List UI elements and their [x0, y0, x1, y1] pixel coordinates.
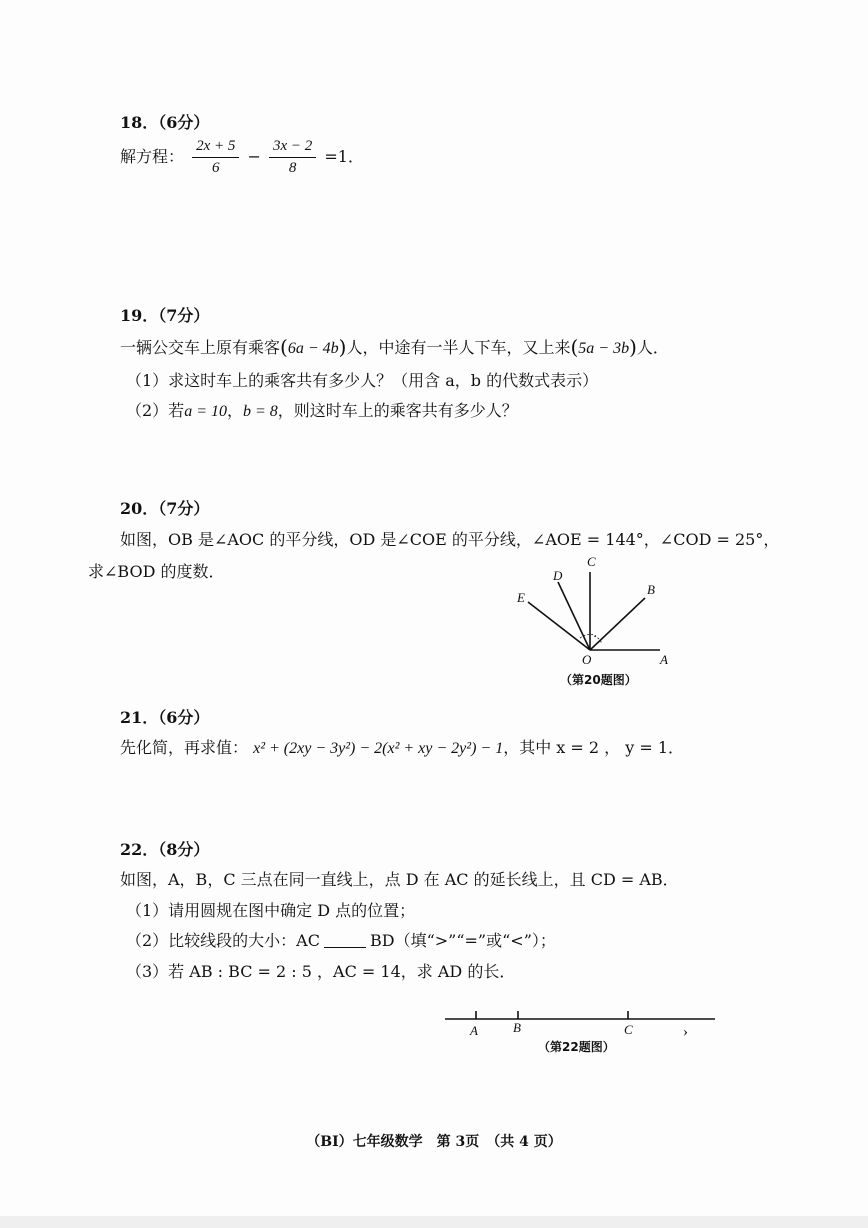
q20-figure-caption: （第20题图） [560, 673, 637, 687]
q18-fraction-2 [269, 138, 316, 177]
q19-sub1: （1）求这时车上的乘客共有多少人？（用含 a，b 的代数式表示） [126, 371, 599, 390]
label-B: B [647, 582, 655, 597]
label-point-A: A [470, 1023, 478, 1038]
label-C: C [587, 554, 596, 569]
label-point-C: C [624, 1022, 633, 1037]
q18-prompt: 解方程： [120, 147, 185, 166]
q22-heading: 22．（8分） [120, 840, 210, 859]
extension-mark: › [683, 1024, 688, 1040]
q19-sub2-b-value: b = 8 [243, 403, 278, 420]
q19-expr-1: 6a − 4b [287, 340, 339, 357]
q19-stem-part2: 人，中途有一半人下车，又上来 [346, 338, 571, 357]
label-point-B: B [513, 1020, 521, 1035]
q22-figure-caption: （第22题图） [538, 1040, 615, 1054]
q22-sub1: （1）请用圆规在图中确定 D 点的位置； [126, 901, 416, 920]
q20-heading: 20．（7分） [120, 499, 210, 518]
q22-sub2-part2: BD（填“>”“=”或“<”）； [369, 931, 556, 950]
ray-OB [590, 598, 645, 650]
ray-OE [528, 602, 590, 650]
q18-fraction-1 [192, 138, 239, 177]
label-O: O [582, 652, 592, 667]
q19-expr-2: 5a − 3b [578, 340, 630, 357]
q22-line-figure [440, 1005, 725, 1040]
q21-expression: x² + (2xy − 3y²) − 2(x² + xy − 2y²) − 1 [253, 740, 504, 757]
q18-equation [120, 138, 364, 177]
q19-stem-part1: 一辆公交车上原有乘客 [120, 338, 281, 357]
q20-line2: 求∠BOD 的度数． [88, 562, 225, 581]
label-D: D [553, 568, 563, 583]
q20-line1: 如图，OB 是∠AOC 的平分线，OD 是∠COE 的平分线，∠AOE = 144°，∠COD = 25°， [120, 530, 780, 549]
q19-sub2-part1: （2）若 [126, 401, 185, 420]
q22-answer-blank [324, 947, 366, 948]
label-E: E [517, 590, 525, 605]
q22-sub2 [126, 928, 556, 951]
q18-heading: 18．（6分） [120, 113, 210, 132]
q18-frac1-numerator: 2x + 5 [192, 138, 239, 158]
q19-sub2 [126, 398, 518, 421]
q18-frac2-numerator: 3x − 2 [269, 138, 316, 158]
q19-sub2-a-value: a = 10 [184, 403, 227, 420]
q18-frac2-denominator: 8 [288, 160, 297, 176]
q20-angle-figure [500, 550, 690, 675]
q21-tail: ，其中 x = 2 ， y = 1． [503, 738, 685, 757]
q19-heading: 19．（7分） [120, 306, 210, 325]
q21-expression-line [120, 735, 684, 758]
q18-frac1-denominator: 6 [212, 160, 220, 176]
scan-bottom-edge [0, 1216, 868, 1228]
q19-sub2-part2: ，则这时车上的乘客共有多少人？ [277, 401, 518, 420]
q22-sub2-part1: （2）比较线段的大小：AC [126, 931, 320, 950]
q22-stem: 如图，A，B，C 三点在同一直线上，点 D 在 AC 的延长线上，且 CD = AB． [120, 870, 679, 889]
q19-stem-part3: 人． [636, 338, 669, 357]
page-footer: （BI）七年级数学 第 3页 （共 4 页） [306, 1134, 562, 1150]
label-A: A [660, 652, 668, 667]
q21-heading: 21．（6分） [120, 708, 210, 727]
q18-rhs: =1． [324, 147, 364, 166]
q18-minus: − [247, 147, 261, 166]
q21-prompt: 先化简，再求值： [120, 738, 249, 757]
q19-sub2-comma: ， [226, 401, 243, 420]
q19-stem: 一辆公交车上原有乘客(6a − 4b)人，中途有一半人下车，又上来(5a − 3b)人． [120, 335, 669, 359]
ray-OD [558, 582, 590, 650]
q22-sub3: （3）若 AB : BC = 2 : 5 ，AC = 14，求 AD 的长． [126, 962, 516, 981]
